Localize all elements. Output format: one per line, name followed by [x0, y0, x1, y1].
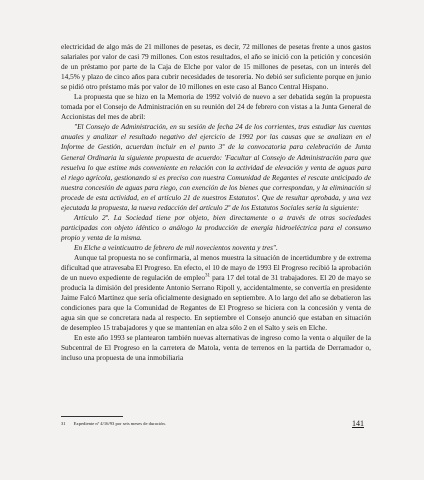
paragraph-3	[61, 253, 371, 333]
body-text	[61, 42, 371, 364]
footnote-divider	[61, 416, 123, 417]
page-number: 141	[352, 419, 364, 428]
footnote-text: Expediente nº 4/16/93 por seis meses de duración.	[73, 421, 166, 426]
paragraph-1: electricidad de algo más de 21 millones de pesetas, es decir, 72 millones de pesetas frente a unos gastos salariales por valor de casi 79 millones. Con estos resultados, el año se inició con la petición y concesión de un préstamo por parte de la Caja de Elche por valor de 15 millones de pesetas, con un interés del 14,5% y plazo de cinco años para cubrir necesidades de tesorería. No debió ser suficiente porque en junio se pidió otro préstamo más por valor de 10 millones en este caso al Banco Central Hispano.	[61, 42, 371, 92]
paragraph-3-rest: para 17 del total de 31 trabajadores. El 20 de mayo se producía la dimisión del presidente Antonio Serrano Ripoll y, accidentalmente, se convertía en presidente Jaime Falcó Martínez que sería oficialmente designado en septiembre. A lo largo del año se debatieron las condiciones para que la Comunidad de Regantes de El Progreso se hiciera con la concesión y venta de agua sin que se concretara nada al respecto. En septiembre el Consejo anunció que estaban en situación de desempleo 15 trabajadores y que se mantenían en alza sólo 2 en el Salto y seis en Elche.	[61, 273, 372, 333]
footnote-number: 31	[61, 421, 66, 426]
footnote	[61, 421, 321, 427]
quote-paragraph-2: Artículo 2º. La Sociedad tiene por objeto, bien directamente o a través de otras sociedades participadas con objeto idéntico o análogo la producción de energía hidroeléctrica para el consumo propio y venta de la misma.	[61, 212, 371, 242]
quote-paragraph-1: "El Consejo de Administración, en su sesión de fecha 24 de los corrientes, tras estudiar las cuentas anuales y analizar el resultado negativo del ejercicio de 1992 por las causas que se analizan en el Informe de Gestión, acuerdan incluir en el punto 3º de la convocatoria para celebración de Junta General Ordinaria la siguiente propuesta de acuerdo: 'Facultar al Consejo de Administración para que resuelva lo que estime más conveniente en relación con la actividad de elevación y venta de aguas para el riego agrícola, gestionando si es preciso con nuestra Comunidad de Regantes el rescate anticipado de nuestra concesión de aguas para riego, con exención de los bienes que correspondan, y la eliminación si procede de esta actividad, en el artículo 21 de nuestros Estatutos'. Que de resultar aprobada, y una vez ejecutada la propuesta, la nueva redacción del artículo 2º de los Estatutos Sociales sería la siguiente:	[61, 122, 371, 212]
paragraph-2: La propuesta que se hizo en la Memoria de 1992 volvió de nuevo a ser debatida según la propuesta tomada por el Consejo de Administración en su reunión del 24 de febrero con vistas a la Junta General de Accionistas del mes de abril:	[61, 92, 371, 122]
quote-paragraph-3: En Elche a veinticuatro de febrero de mil novecientos noventa y tres".	[74, 242, 278, 252]
paragraph-4: En este año 1993 se plantearon también nuevas alternativas de ingreso como la venta o alquiler de la Subcentral de El Progreso en la carretera de Matola, venta de terrenos en la partida de Derramador o, incluso una propuesta de una inmobiliaria	[61, 333, 371, 363]
footnote-reference[interactable]: 31	[205, 273, 211, 279]
paragraph-3-lead: Aunque tal propuesta no se confirmaría, al menos muestra la situación de incertidumbre y de extrema dificultad que atravesaba El Progreso. En efecto, el 10 de mayo de 1993 El Progreso recibió la aprobación de un nuevo expediente de regulación de empleo	[61, 252, 371, 283]
